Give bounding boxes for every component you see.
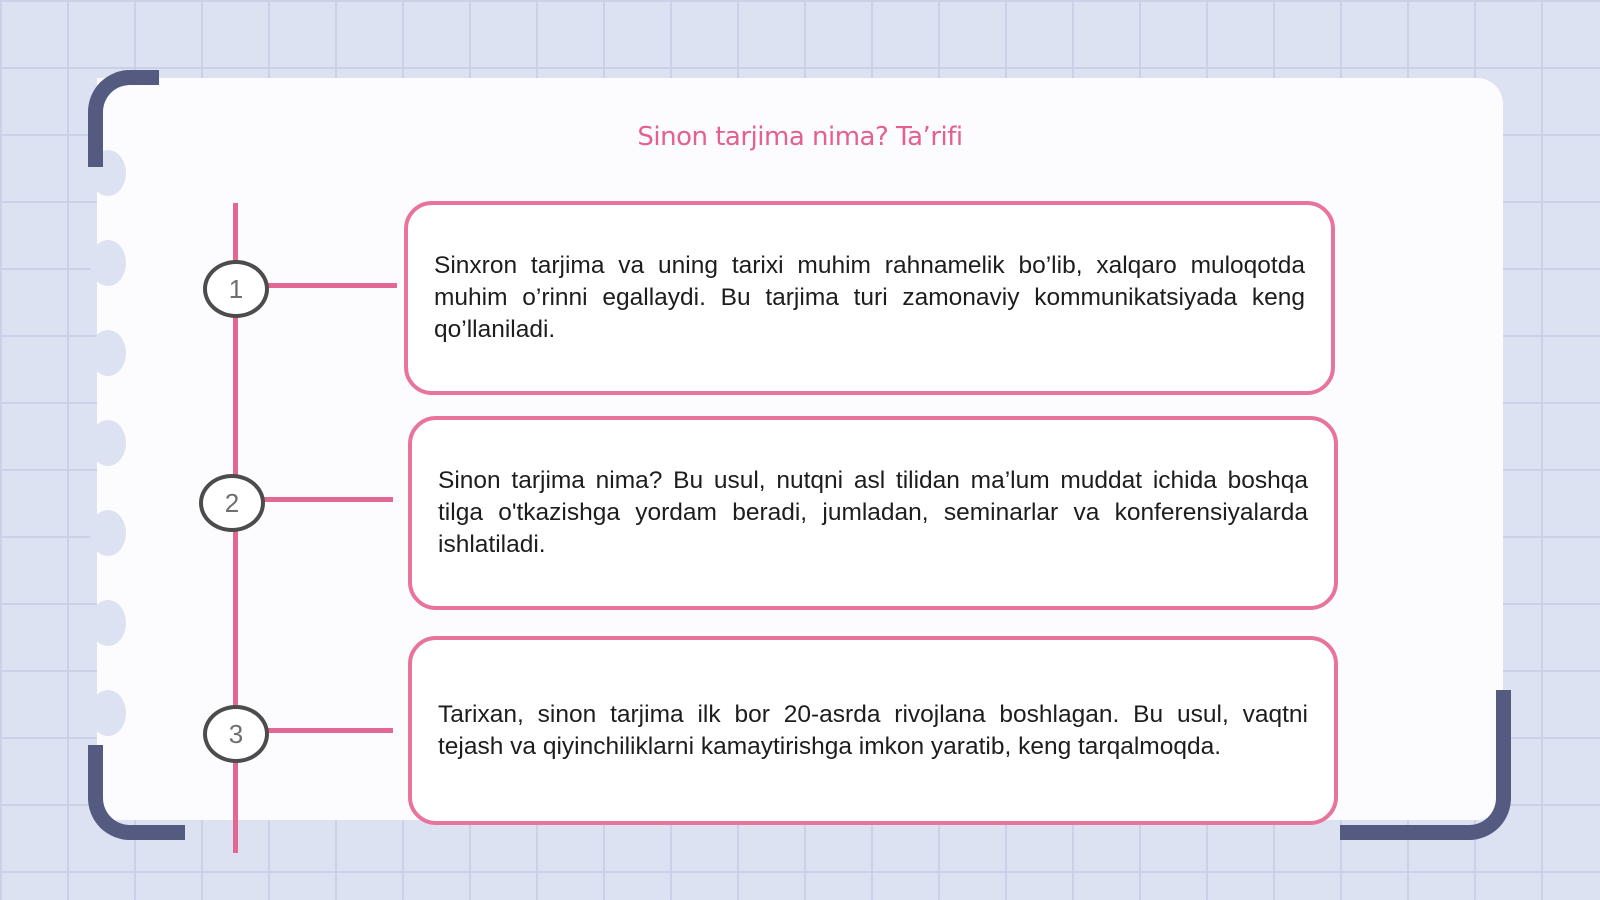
info-card-1 [404,201,1335,395]
info-card-text: Sinon tarjima nima? Bu usul, nutqni asl tilidan ma’lum muddat ichida boshqa tilga o'tkazishga yordam beradi, jumladan, seminarlar va konferensiyalarda ishlatiladi. [438,467,1308,558]
info-card-text: Tarixan, sinon tarjima ilk bor 20-asrda rivojlana boshlagan. Bu usul, vaqtni tejash va qiyinchiliklarni kamaytirishga imkon yaratib, keng tarqalmoqda. [438,700,1308,760]
timeline-connector-3 [265,728,393,733]
timeline-connector-2 [263,497,393,502]
corner-bracket-bottom-right [1340,690,1511,840]
notebook-hole [90,240,126,286]
step-number-badge-1: 1 [203,260,269,318]
step-number-badge-2: 2 [199,474,265,532]
timeline-connector-1 [265,283,397,288]
notebook-hole [90,330,126,376]
notebook-hole [90,510,126,556]
notebook-hole [90,600,126,646]
corner-bracket-top-left [88,70,159,167]
info-card-2 [408,416,1338,610]
notebook-hole [90,690,126,736]
corner-bracket-bottom-left [88,745,185,840]
info-card-text: Sinxron tarjima va uning tarixi muhim rahnamelik bo’lib, xalqaro muloqotda muhim o’rinni egallaydi. Bu tarjima turi zamonaviy kommunikatsiyada keng qo’llaniladi. [434,252,1305,343]
info-card-3 [408,636,1338,825]
notebook-hole [90,420,126,466]
step-number-badge-3: 3 [203,705,269,763]
slide-title: Sinon tarjima nima? Ta’rifi [637,122,963,152]
